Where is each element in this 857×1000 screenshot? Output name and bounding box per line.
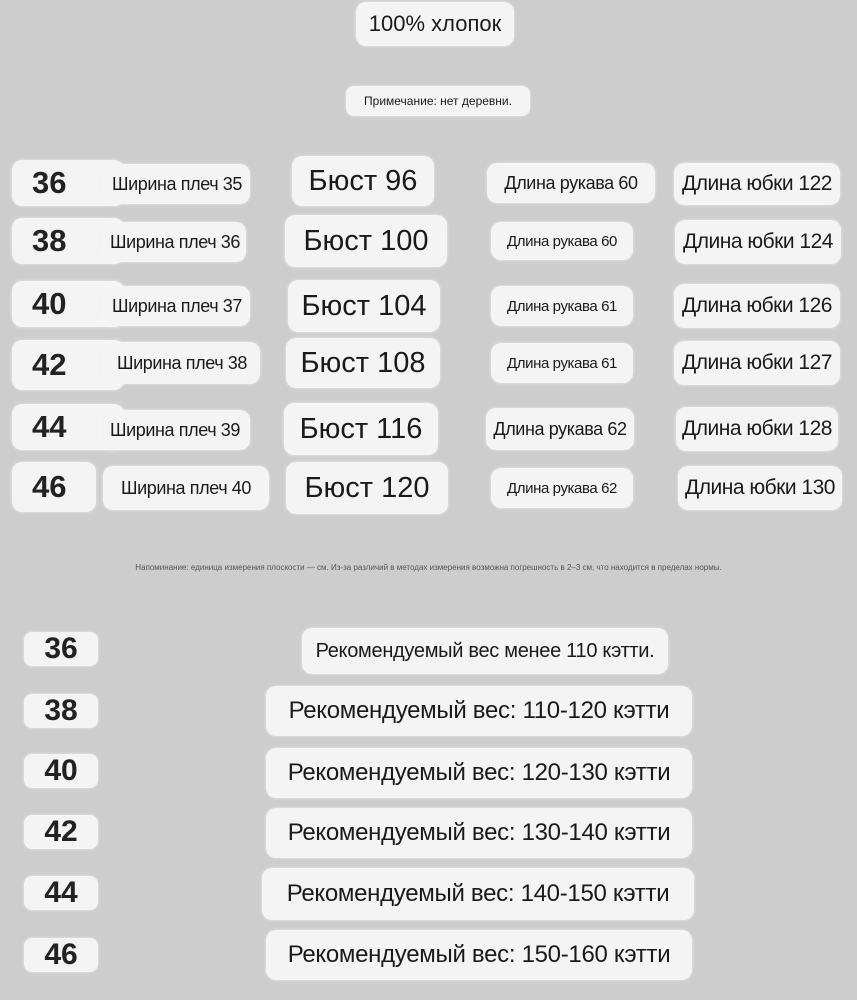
size-label-38: 38 [12, 218, 124, 264]
size-label-44: 44 [12, 404, 124, 450]
bust-42: Бюст 108 [286, 338, 440, 388]
weight-size-38: 38 [24, 694, 98, 728]
shoulder-width-38: Ширина плеч 36 [104, 222, 246, 262]
weight-recommendation-46: Рекомендуемый вес: 150-160 кэтти [266, 930, 692, 980]
weight-recommendation-36: Рекомендуемый вес менее 110 кэтти. [302, 628, 668, 674]
weight-size-44: 44 [24, 876, 98, 910]
size-label-46: 46 [12, 462, 96, 512]
skirt-length-46: Длина юбки 130 [678, 466, 842, 510]
size-label-40: 40 [12, 281, 124, 327]
bust-44: Бюст 116 [284, 403, 438, 455]
bust-38: Бюст 100 [285, 215, 447, 267]
weight-size-36: 36 [24, 632, 98, 666]
weight-recommendation-44: Рекомендуемый вес: 140-150 кэтти [262, 868, 694, 920]
sleeve-length-38: Длина рукава 60 [491, 222, 633, 260]
note-label: Примечание: нет деревни. [346, 86, 530, 116]
weight-size-42: 42 [24, 815, 98, 849]
skirt-length-44: Длина юбки 128 [676, 407, 838, 451]
bust-40: Бюст 104 [288, 280, 440, 332]
sleeve-length-40: Длина рукава 61 [491, 286, 633, 326]
size-label-42: 42 [12, 340, 124, 390]
size-label-36: 36 [12, 160, 124, 206]
measurement-reminder: Напоминание: единица измерения плоскости — см. Из-за различий в методах измерения возможна погрешность в 2–3 см, что находится в пределах нормы. [135, 563, 722, 572]
skirt-length-42: Длина юбки 127 [674, 341, 840, 385]
sleeve-length-44: Длина рукава 62 [486, 408, 634, 450]
skirt-length-36: Длина юбки 122 [674, 163, 840, 205]
sleeve-length-42: Длина рукава 61 [491, 343, 633, 383]
weight-size-46: 46 [24, 938, 98, 972]
bust-36: Бюст 96 [292, 156, 434, 206]
shoulder-width-36: Ширина плеч 35 [104, 164, 250, 204]
sleeve-length-46: Длина рукава 62 [491, 468, 633, 508]
weight-recommendation-38: Рекомендуемый вес: 110-120 кэтти [266, 686, 692, 736]
skirt-length-40: Длина юбки 126 [674, 284, 840, 328]
shoulder-width-46: Ширина плеч 40 [103, 466, 269, 510]
weight-recommendation-42: Рекомендуемый вес: 130-140 кэтти [266, 808, 692, 858]
shoulder-width-44: Ширина плеч 39 [100, 410, 250, 450]
sleeve-length-36: Длина рукава 60 [487, 163, 655, 203]
weight-recommendation-40: Рекомендуемый вес: 120-130 кэтти [266, 748, 692, 798]
shoulder-width-40: Ширина плеч 37 [104, 286, 250, 326]
skirt-length-38: Длина юбки 124 [675, 220, 841, 264]
bust-46: Бюст 120 [286, 462, 448, 514]
weight-size-40: 40 [24, 754, 98, 788]
shoulder-width-42: Ширина плеч 38 [104, 342, 260, 384]
material-title: 100% хлопок [356, 2, 514, 46]
